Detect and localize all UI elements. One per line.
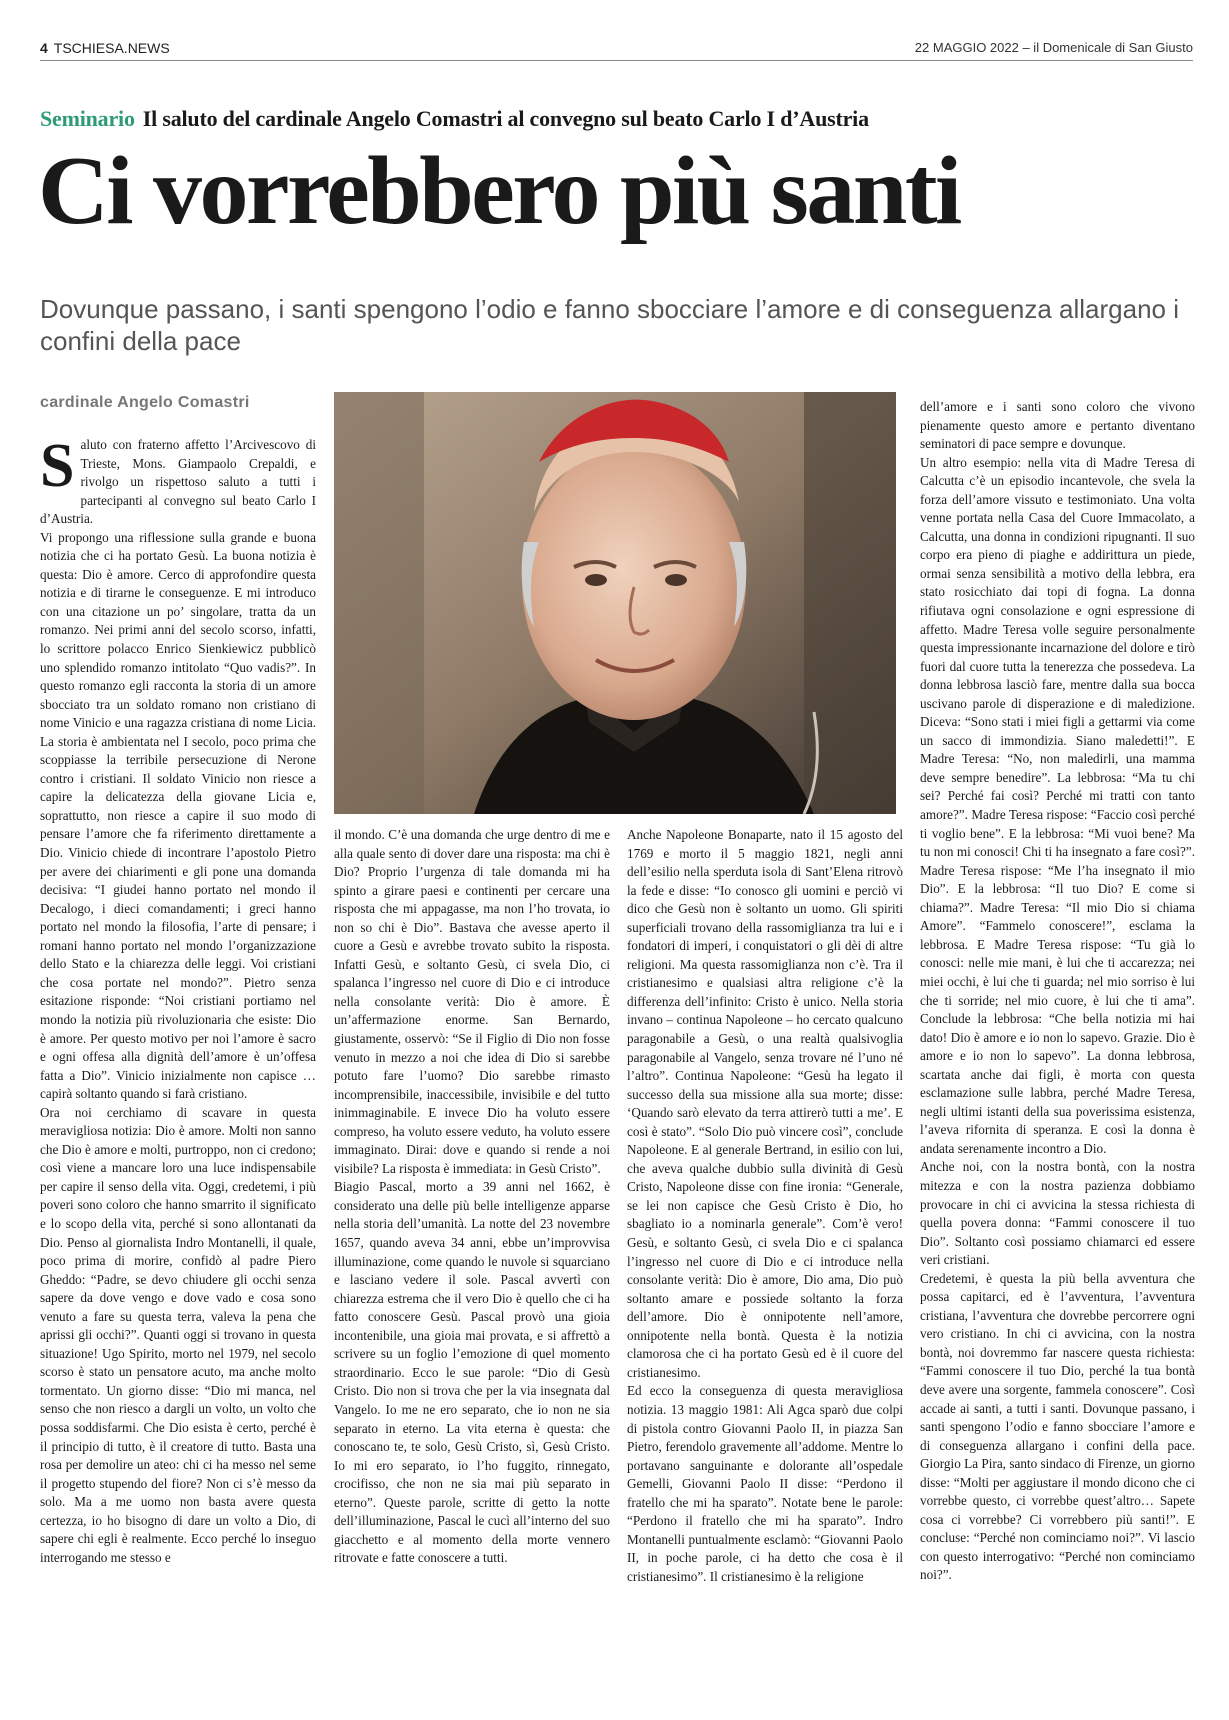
kicker — [40, 106, 869, 132]
text-column-2 — [334, 826, 610, 1568]
text-column-4 — [920, 398, 1195, 1585]
header-left — [40, 40, 170, 56]
site-name: TSCHIESA.NEWS — [53, 40, 170, 56]
page-number: 4 — [40, 40, 48, 56]
subhead: Dovunque passano, i santi spengono l’odio e fanno sbocciare l’amore e di conseguenza allargano i confini della pace — [40, 294, 1179, 357]
header-rule — [40, 60, 1193, 61]
paragraph: Un altro esempio: nella vita di Madre Teresa di Calcutta c’è un episodio incantevole, che svela la forza dell’amore vissuto e testimoniato. Una volta venne portata nella Casa del Cuore Immacolato, a Calcutta, una donna in condizioni ripugnanti. Il suo corpo era pieno di piaghe e addirittura un piede, ormai senza sensibilità a motivo della lebbra, era stato rosicchiato dai topi di fogna. La donna rifiutava ogni consolazione e ogni espressione di affetto. Madre Teresa volle seguire personalmente questa impressionante incarnazione del dolore e tirò fuori dal cuore tutta la tenerezza che possedeva. La donna lebbrosa lasciò fare, mentre dalla sua bocca uscivano parole di disperazione e di maledizione. Diceva: “Sono stati i miei figli a gettarmi via come un sacco di immondizia. Siano maledetti!”. E Madre Teresa: “No, non maledirli, una mamma deve sempre benedire”. La lebbrosa: “Ma tu chi sei? Perché fai così? Perché mi tratti con tanto amore?”. Madre Teresa rispose: “Faccio così perché ti voglio bene”. E la lebbrosa: “Mi vuoi bene? Ma tu non mi conosci! Chi ti ha insegnato a fare così?”. Madre Teresa rispose: “Me l’ha insegnato il mio Dio”. E la lebbrosa: “Il tuo Dio? E come si chiama?”. Madre Teresa: “Il mio Dio si chiama Amore”. “Fammelo conoscere!”, esclama la lebbrosa. E Madre Teresa rispose: “Tu già lo conosci: nelle mie mani, è lui che ti accarezza; nei miei occhi, è lui che ti guarda; nel mio sorriso è lui che ti sorride; nel mio cuore, è lui che ti ama”. Conclude la lebbrosa: “Che bella notizia mi hai dato! Dio è amore e io non lo sapevo. Grazie. Dio è amore e io non lo sapevo”. La donna lebbrosa, scartata anche dai figli, è morta con questa esclamazione sulle labbra, perché Madre Teresa, negli ultimi istanti della sua poverissima esistenza, l’aveva rifornita di speranza. E così la donna è andata serenamente incontro a Dio. — [920, 454, 1195, 1156]
paragraph: Ora noi cerchiamo di scavare in questa meravigliosa notizia: Dio è amore. Molti non sanno che Dio è amore e molti, purtroppo, non ci credono; così viene a mancare loro una luce indispensabile per capire il senso della vita. Oggi, credetemi, i più poveri sono coloro che hanno smarrito il significato e lo scopo della vita, perché si sono allontanati da Dio. Penso al giornalista Indro Montanelli, il quale, poco prima di morire, confidò al padre Piero Gheddo: “Padre, se devo chiudere gli occhi senza sapere da dove vengo e dove vado e cosa sono venuto a fare su questa terra, valeva la pena che aprissi gli occhi?”. Quanti oggi si trovano in questa situazione! Ugo Spirito, morto nel 1979, nel secolo scorso è stato un pensatore acuto, ma anche molto tormentato. Un giorno disse: “Dio mi manca, nel senso che non riesco a dargli un volto, un volto che possa soddisfarmi. Che Dio esista è certo, perché è il principio di tutto, è il creatore di tutto. Basta una rosa per demolire un ateo: chi ci ha messo nel seme il progetto stupendo del fiore? Non ci s’è messo da solo. Ma a me uomo non basta avere questa certezza, io ho bisogno di dare un volto a Dio, di sapere chi egli è realmente. Ecco perché lo inseguo interrogando me stesso e — [40, 1104, 316, 1565]
paragraph: Ed ecco la conseguenza di questa meravigliosa notizia. 13 maggio 1981: Ali Agca sparò due colpi di pistola contro Giovanni Paolo II, in piazza San Pietro, ferendolo gravemente all’addome. Mentre lo portavano sanguinante e dolorante all’ospedale Gemelli, Giovanni Paolo II disse: “Perdono il fratello che mi ha sparato”. Notate bene le parole: “Perdono il fratello che mi ha sparato”. Indro Montanelli puntualmente esclamò: “Giovanni Paolo II, in poche parole, ci ha detto che cosa è il cristianesimo”. Il cristianesimo è la religione — [627, 1383, 903, 1584]
byline: cardinale Angelo Comastri — [40, 394, 250, 411]
paragraph: Anche noi, con la nostra bontà, con la nostra mitezza e con la nostra pazienza dobbiamo provocare in chi ci avvicina la stessa richiesta di quella povera donna: “Fammi conoscere il tuo Dio”. Soltanto così possiamo chiamarci ed essere veri cristiani. — [920, 1159, 1195, 1268]
paragraph: Vi propongo una riflessione sulla grande e buona notizia che ci ha portato Gesù. La buona notizia è questa: Dio è amore. Cerco di approfondire questa notizia e di tirarne le conseguenze. E mi introduco con una citazione un po’ singolare, tratta da un romanzo. Nei primi anni del secolo scorso, infatti, lo scrittore polacco Enrico Sienkiewicz pubblicò uno splendido romanzo intitolato “Quo vadis?”. In questo romanzo egli racconta la storia di un amore sbocciato tra un soldato romano non cristiano di nome Vinicio e una ragazza cristiana di nome Licia. La storia è ambientata nel I secolo, poco prima che scoppiasse la terribile persecuzione di Nerone contro i cristiani. Il soldato Vinicio non riesce a capire la delicatezza della giovane Licia e, soprattutto, non riesce a capire il suo modo di pensare l’amore che fa riferimento direttamente a Dio. Vinicio chiede di incontrare l’apostolo Pietro per avere dei chiarimenti e gli pone una domanda decisiva: “I giudei hanno portato nel mondo il Decalogo, i dieci comandamenti; i greci hanno portato nel mondo la filosofia, l’arte di pensare; i romani hanno portato nel mondo l’organizzazione dello Stato e la chiarezza delle leggi. Voi cristiani che cosa portate nel mondo?”. Pietro senza esitazione risponde: “Noi cristiani portiamo nel mondo la notizia più rivoluzionaria che esiste: Dio è amore. Per questo motivo per noi l’amore è sacro e ogni offesa alla dignità dell’amore è un’offesa fatta a Dio”. Vinicio inizialmente non capisce … capirà soltanto quando si farà cristiano. — [40, 529, 316, 1102]
issue-date: 22 MAGGIO 2022 – il Domenicale di San Giusto — [914, 40, 1193, 55]
paragraph: Anche Napoleone Bonaparte, nato il 15 agosto del 1769 e morto il 5 maggio 1821, negli anni dell’esilio nella sperduta isola di Sant’Elena ritrovò la fede e disse: “Io conosco gli uomini e perciò vi dico che Gesù non è soltanto un uomo. Gli spiriti superficiali trovano della rassomiglianza tra lui e i fondatori di imperi, i conquistatori o gli dèi di altre religioni. Ma questa rassomiglianza non c’è. Tra il cristianesimo e qualsiasi altra religione c’è la differenza dell’infinito: Cristo è unico. Nella storia invano – continua Napoleone – ho cercato qualcuno paragonabile a Gesù, o una realtà qualsivoglia paragonabile al Vangelo, senza trovare né l’uno né l’altro”. Continua Napoleone: “Gesù ha legato il successo della sua missione alla sua morte; disse: ‘Quando sarò elevato da terra attirerò tutti a me’. E così è stato”. “Solo Dio può vincere così”, conclude Napoleone. E al generale Bertrand, in esilio con lui, che aveva qualche dubbio sulla divinità di Gesù Cristo, Napoleone disse con fine ironia: “Generale, se lei non capisce che Gesù Cristo è Dio, ho sbagliato io a nominarla generale”. Com’è vero! Gesù, e soltanto Gesù, ci svela Dio e ci spalanca l’ingresso nel cuore di Dio e ci introduce nella consolante verità: Dio è amore, Dio ama, Dio può soltanto amare e possiede soltanto la forza dell’amore. Dio è onnipotente nell’amore, onnipotente nella bontà. Questa è la notizia clamorosa che ci ha portato Gesù ed è il cuore del cristianesimo. — [627, 827, 903, 1380]
text-column-1 — [40, 432, 316, 1567]
cardinal-portrait-photo — [334, 392, 896, 814]
page-header — [40, 40, 1193, 60]
paragraph: Credetemi, è questa la più bella avventura che possa capitarci, ed è l’avventura, l’avventura cristiana, l’avventura che dovrebbe percorrere ogni vero cristiano. In chi ci avvicina, con la nostra bontà, noi dovremmo far nascere questa richiesta: “Fammi conoscere il tuo Dio, perché la tua bontà deve avere una sorgente, fammela conoscere”. Così accade ai santi, a tutti i santi. Dovunque passano, i santi spengono l’odio e fanno sbocciare l’amore e di conseguenza allargano i confini della pace. Giorgio La Pira, santo sindaco di Firenze, un giorno disse: “Molti per aggiustare il mondo dicono che ci vorrebbe questo, ci vorrebbe quest’altro… Sapete cosa ci vorrebbe? Ci vorrebbero più santi!”. E concluse: “Perché non cominciamo noi?”. Vi lascio con questo interrogativo: “Perché non cominciamo noi?”. — [920, 1270, 1195, 1583]
headline: Ci vorrebbero più santi — [38, 137, 960, 245]
kicker-text: Il saluto del cardinale Angelo Comastri al convegno sul beato Carlo I d’Austria — [142, 106, 869, 131]
paragraph — [40, 432, 316, 529]
section-label: Seminario — [40, 106, 135, 131]
text-column-3 — [627, 826, 903, 1586]
paragraph-text: aluto con fraterno affetto l’Arcivescovo di Trieste, Mons. Giampaolo Crepaldi, e rivolgo un rispettoso saluto a tutti i partecipanti al convegno sul beato Carlo I d’Austria. — [40, 437, 316, 527]
paragraph: Biagio Pascal, morto a 39 anni nel 1662, è considerato una delle più belle intelligenze apparse nella storia dell’umanità. La notte del 23 novembre 1657, quando aveva 34 anni, ebbe un’improvvisa illuminazione, come quando le nuvole si squarciano e lasciano vedere il sole. Pascal avvertì con chiarezza estrema che il vero Dio è quello che ci ha fatto conoscere Gesù. Pascal provò una gioia incontenibile, una gioia mai provata, e si affrettò a scrivere su un foglio l’emozione di quel momento straordinario. Ecco le sue parole: “Dio di Gesù Cristo. Dio non si trova che per la via insegnata dal Vangelo. Io me ne ero separato, che io non ne sia separato in eterno. La vita eterna è questa: che conoscano te, te solo, Gesù Cristo, sì, Gesù Cristo. Io mi ero separato, io l’ho fuggito, rinnegato, crocifisso, che non ne sia mai più separato in eterno”. Queste parole, scritte di getto la notte dell’illuminazione, Pascal le cucì all’interno del suo giacchetto e al momento della morte vennero ritrovate e fatte conoscere a tutti. — [334, 1179, 610, 1566]
drop-cap: S — [40, 432, 75, 500]
paragraph: il mondo. C’è una domanda che urge dentro di me e alla quale sento di dover dare una risposta: ma chi è Dio? Proprio l’urgenza di tale domanda mi ha spinto a girare paesi e continenti per cercare una risposta che mi appagasse, ma non l’ho trovata, io non so chi è Dio”. Bastava che avesse aperto il cuore a Gesù e avrebbe trovato subito la risposta. Infatti Gesù, e soltanto Gesù, ci svela Dio, ci spalanca l’ingresso nel cuore di Dio e ci introduce nella consolante verità: Dio è amore. È un’affermazione enorme. San Bernardo, giustamente, osservò: “Se il Figlio di Dio non fosse venuto in mezzo a noi che idea di Dio si sarebbe potuto fare l’uomo? Dio sarebbe rimasto incomprensibile, inaccessibile, invisibile e del tutto inimmaginabile. E invece Dio ha voluto essere compreso, ha voluto essere veduto, ha voluto essere immaginato. Dirai: dove e quando si rende a noi visibile? La risposta è immediata: in Gesù Cristo”. — [334, 827, 610, 1176]
paragraph: dell’amore e i santi sono coloro che vivono pienamente questo amore e pertanto diventano seminatori di pace sempre e dovunque. — [920, 399, 1195, 452]
